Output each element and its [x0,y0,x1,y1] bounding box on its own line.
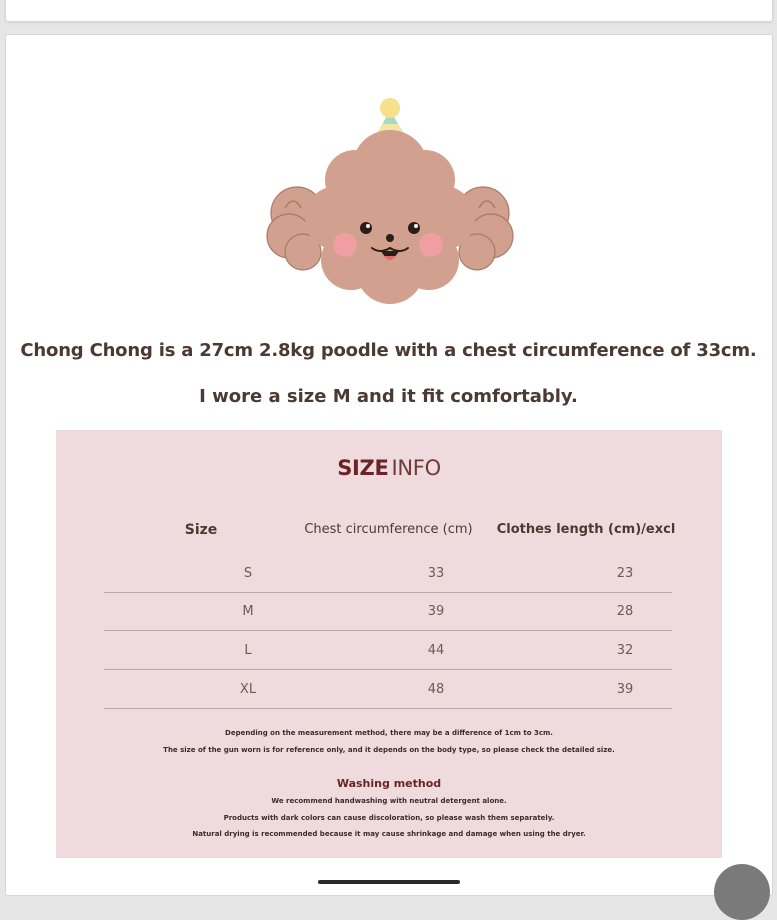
cell-chest: 39 [427,604,445,619]
row-divider [104,708,672,709]
washing-line: Natural drying is recommended because it may cause shrinkage and damage when using the dryer. [192,830,586,838]
row-divider [104,630,672,631]
size-info-title-bold: SIZE [337,456,389,480]
cell-length: 28 [616,604,634,619]
cell-length: 39 [616,682,634,697]
cell-chest: 48 [427,682,445,697]
mascot-description: Chong Chong is a 27cm 2.8kg poodle with a chest circumference of 33cm. [20,340,757,361]
table-row [104,604,672,642]
cell-chest: 44 [427,643,445,658]
size-recommendation: I wore a size M and it fit comfortably. [199,386,578,407]
table-row [104,643,672,681]
size-info-title-light: INFO [391,456,441,480]
size-info-panel [56,430,722,858]
washing-line: We recommend handwashing with neutral detergent alone. [271,797,507,805]
table-row [104,682,672,720]
row-divider [104,592,672,593]
reference-note: The size of the gun worn is for reference only, and it depends on the body type, so please check the detailed size. [163,746,615,754]
home-indicator[interactable] [318,880,460,884]
header-length: Clothes length (cm)/excl [496,522,676,537]
poodle-mascot-icon [255,58,525,308]
measurement-note: Depending on the measurement method, there may be a difference of 1cm to 3cm. [225,729,553,737]
row-divider [104,669,672,670]
table-row [104,566,672,604]
cell-size: L [244,643,252,658]
cell-size: S [243,566,253,581]
scroll-to-top-button[interactable] [714,864,770,920]
header-chest: Chest circumference (cm) [304,522,473,537]
size-info-title [56,456,722,480]
previous-content-card [5,0,773,22]
cell-size: M [242,604,254,619]
cell-length: 32 [616,643,634,658]
washing-line: Products with dark colors can cause discoloration, so please wash them separately. [223,814,555,822]
header-size: Size [184,522,218,538]
cell-size: XL [239,682,257,697]
washing-method-title: Washing method [336,777,442,790]
cell-chest: 33 [427,566,445,581]
cell-length: 23 [616,566,634,581]
